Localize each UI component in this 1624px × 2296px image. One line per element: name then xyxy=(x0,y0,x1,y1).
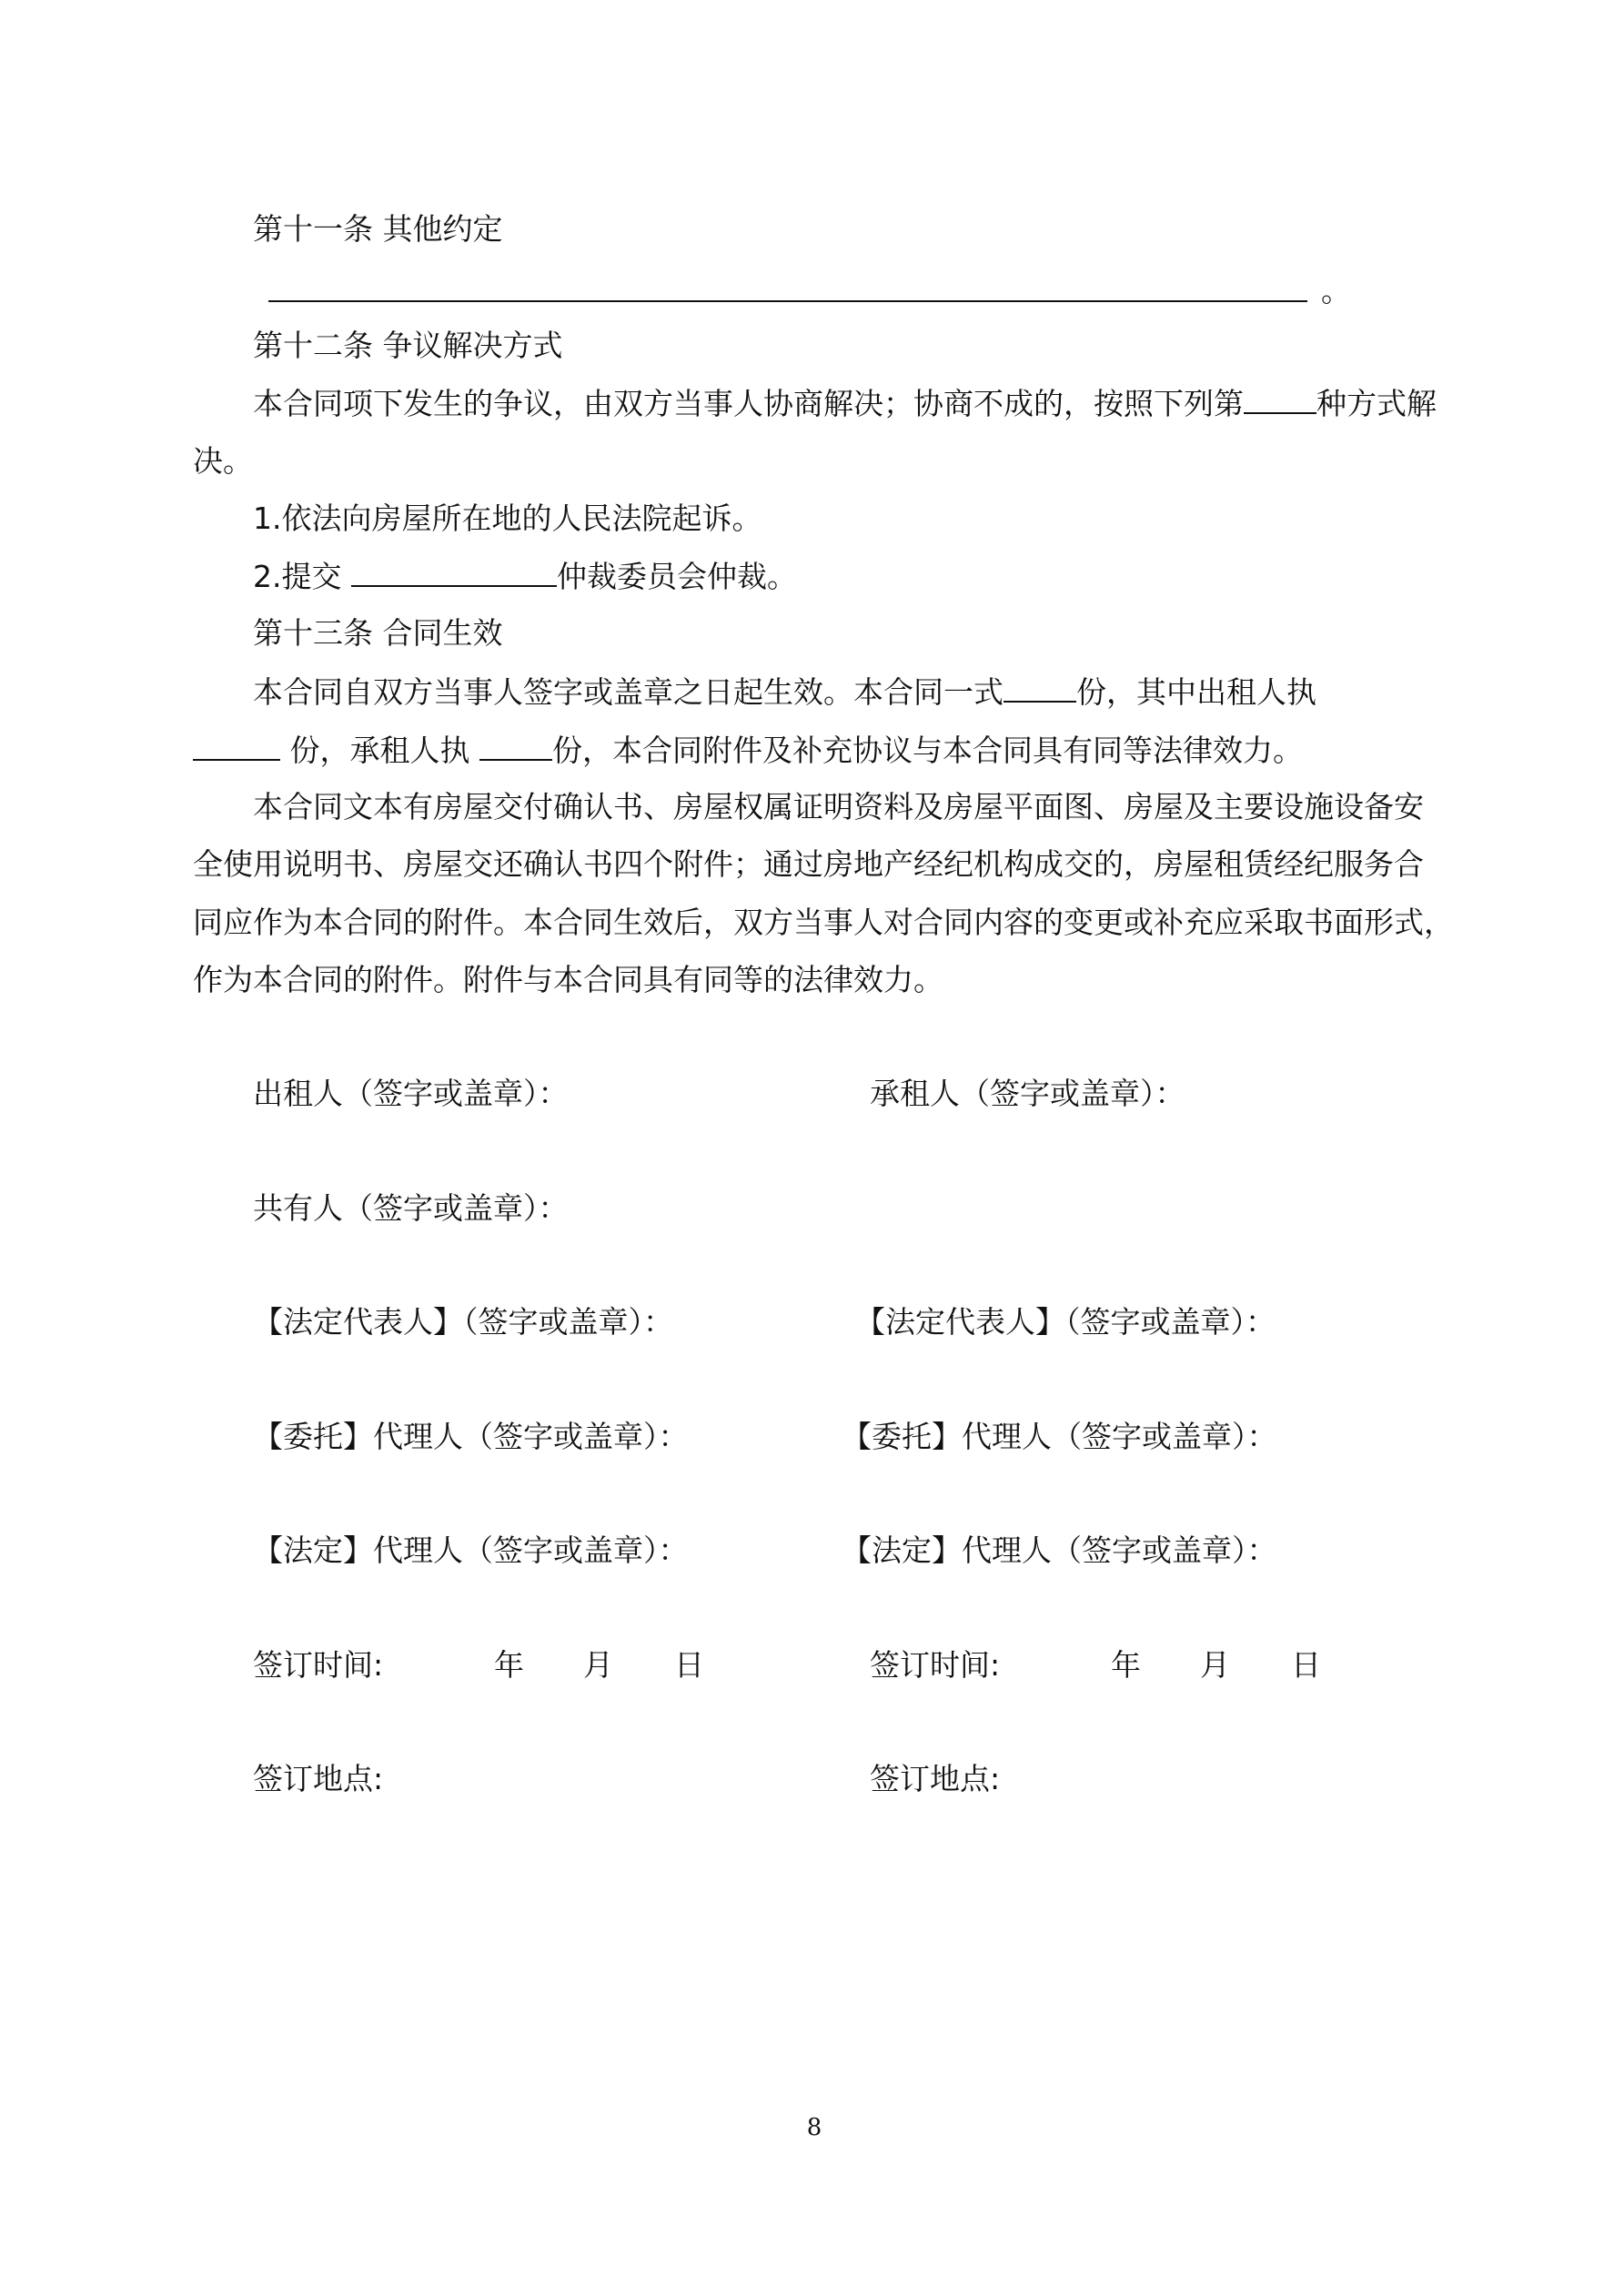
article13-line2-a: 份，承租人执 xyxy=(280,733,479,768)
article12-para-a: 本合同项下发生的争议，由双方当事人协商解决；协商不成的，按照下列第 xyxy=(253,386,1244,421)
page-number: 8 xyxy=(806,2114,822,2141)
lessee-sign-month: 月 xyxy=(1200,1647,1230,1683)
article11-blank-line xyxy=(268,273,1307,310)
article13-line1-b: 份，其中出租人执 xyxy=(1076,674,1316,710)
article12-option2-prefix: 2.提交 xyxy=(253,559,351,594)
article13-line1 xyxy=(253,673,1316,711)
lessor-signature-label: 出租人（签字或盖章）： xyxy=(253,1076,569,1111)
article13-para2-line3: 同应作为本合同的附件。本合同生效后，双方当事人对合同内容的变更或补充应采取书面形式， xyxy=(193,905,1454,940)
article12-option2 xyxy=(253,558,797,595)
lessor-sign-time-label: 签订时间: xyxy=(253,1647,384,1683)
lessor-entrusted-agent-label: 【委托】代理人（签字或盖章）： xyxy=(253,1419,689,1454)
lessor-sign-place-label: 签订地点: xyxy=(253,1761,384,1796)
article12-option2-suffix: 仲裁委员会仲裁。 xyxy=(556,559,797,594)
article13-para2-line4: 作为本合同的附件。附件与本合同具有同等的法律效力。 xyxy=(193,962,943,997)
article13-line2-b: 份，本合同附件及补充协议与本合同具有同等法律效力。 xyxy=(551,733,1303,768)
article12-option1: 1.依法向房屋所在地的人民法院起诉。 xyxy=(253,501,762,536)
article13-para2-line1: 本合同文本有房屋交付确认书、房屋权属证明资料及房屋平面图、房屋及主要设施设备安 xyxy=(253,789,1424,824)
lessor-sign-day: 日 xyxy=(674,1647,704,1683)
lessee-statutory-agent-label: 【法定】代理人（签字或盖章）： xyxy=(842,1532,1277,1568)
article11-heading: 第十一条 其他约定 xyxy=(253,211,503,247)
lessor-copies-blank[interactable] xyxy=(193,732,280,761)
lessee-sign-year: 年 xyxy=(1111,1647,1141,1683)
lessor-legal-rep-label: 【法定代表人】（签字或盖章）： xyxy=(253,1304,673,1340)
article12-heading: 第十二条 争议解决方式 xyxy=(253,328,563,363)
lessee-copies-blank[interactable] xyxy=(479,732,552,761)
dispute-method-blank[interactable] xyxy=(1244,385,1316,414)
lessor-sign-year: 年 xyxy=(494,1647,524,1683)
other-terms-blank[interactable] xyxy=(268,273,1307,302)
arbitration-commission-blank[interactable] xyxy=(351,558,557,587)
article13-line1-a: 本合同自双方当事人签字或盖章之日起生效。本合同一式 xyxy=(253,674,1004,710)
article12-para-b: 种方式解 xyxy=(1316,386,1437,421)
lessor-sign-month: 月 xyxy=(583,1647,613,1683)
article12-para-line1 xyxy=(253,385,1437,422)
lessor-statutory-agent-label: 【法定】代理人（签字或盖章）： xyxy=(253,1532,689,1568)
lessee-sign-time-label: 签订时间: xyxy=(870,1647,1001,1683)
article13-para2-line2: 全使用说明书、房屋交还确认书四个附件；通过房地产经纪机构成交的，房屋租赁经纪服务合 xyxy=(193,846,1424,882)
lessee-sign-day: 日 xyxy=(1291,1647,1321,1683)
article13-line2 xyxy=(193,732,1303,769)
lessee-legal-rep-label: 【法定代表人】（签字或盖章）： xyxy=(855,1304,1276,1340)
article13-heading: 第十三条 合同生效 xyxy=(253,615,503,651)
copies-total-blank[interactable] xyxy=(1004,673,1076,703)
lessee-sign-place-label: 签订地点: xyxy=(870,1761,1001,1796)
article12-para-line2: 决。 xyxy=(193,443,253,479)
lessee-signature-label: 承租人（签字或盖章）： xyxy=(870,1076,1185,1111)
lessee-entrusted-agent-label: 【委托】代理人（签字或盖章）： xyxy=(842,1419,1277,1454)
article11-end-mark: 。 xyxy=(1321,273,1351,308)
co-owner-signature-label: 共有人（签字或盖章）： xyxy=(253,1190,569,1226)
